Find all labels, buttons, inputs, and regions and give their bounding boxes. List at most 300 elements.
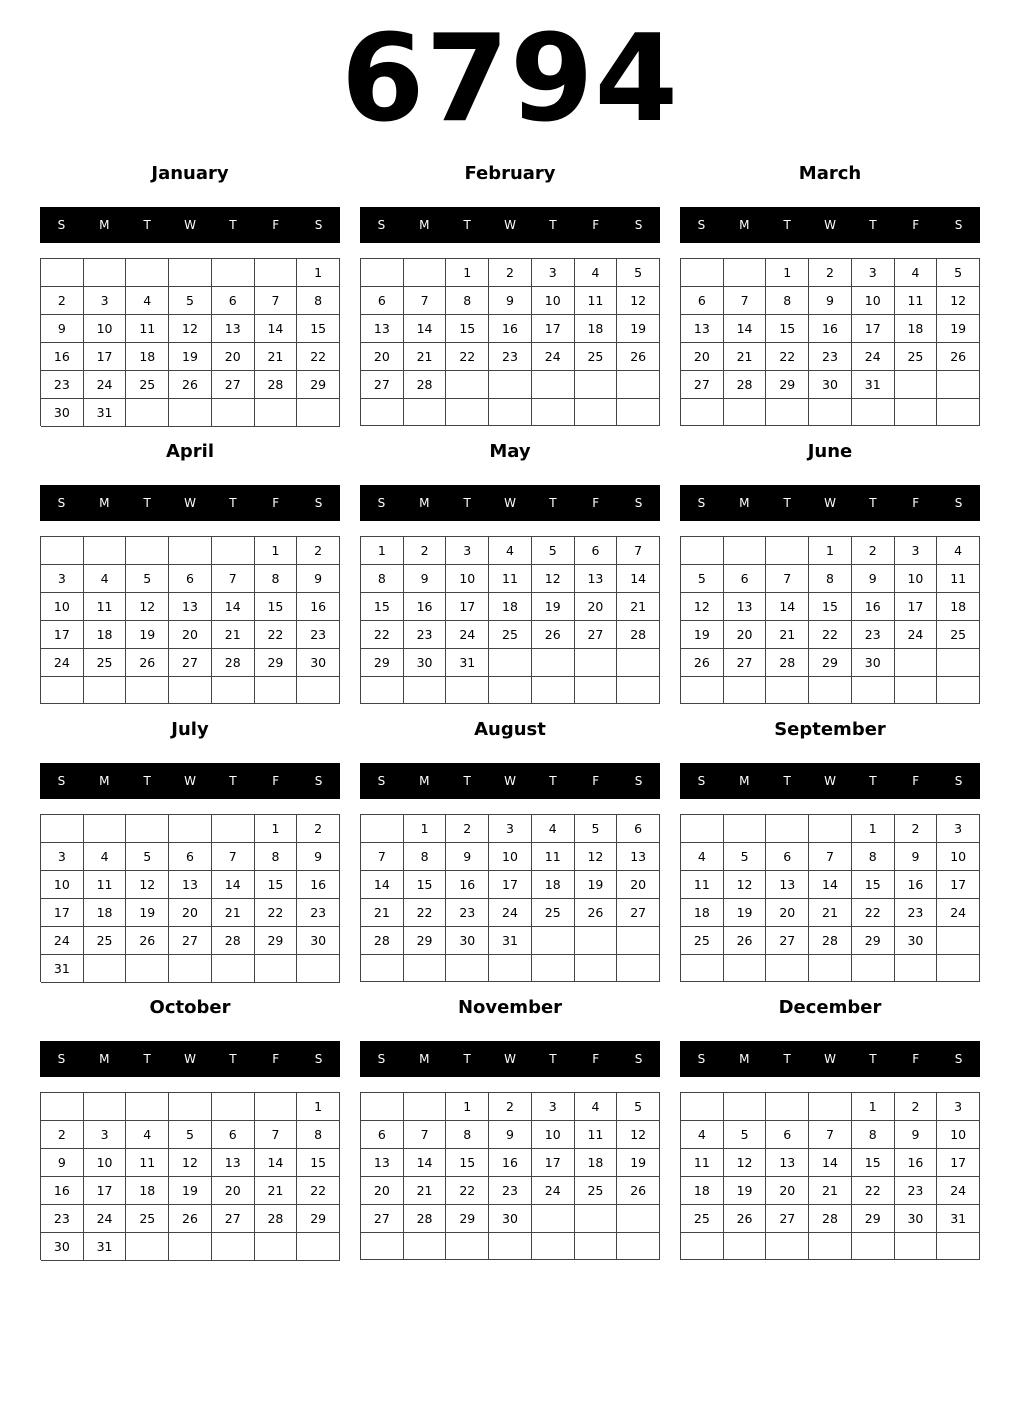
day-cell: 11: [681, 871, 724, 899]
weekday-label: T: [783, 218, 791, 232]
day-cell: 18: [126, 1177, 169, 1205]
empty-day-cell: [84, 955, 127, 983]
day-cell: 10: [84, 1149, 127, 1177]
day-cell: 20: [212, 1177, 255, 1205]
empty-day-cell: [895, 677, 938, 704]
day-grid: [360, 814, 660, 982]
day-cell: 2: [895, 815, 938, 843]
day-cell: 17: [446, 593, 489, 621]
day-cell: 1: [852, 815, 895, 843]
day-cell: 28: [766, 649, 809, 677]
day-cell: 15: [297, 315, 340, 343]
empty-day-cell: [404, 677, 447, 704]
empty-day-cell: [404, 955, 447, 982]
day-cell: 25: [681, 1205, 724, 1233]
day-cell: 19: [169, 1177, 212, 1205]
weekday-label: T: [143, 218, 151, 232]
weekday-label: W: [184, 1052, 196, 1066]
weekday-header: [680, 485, 980, 521]
day-cell: 10: [937, 1121, 980, 1149]
empty-day-cell: [446, 677, 489, 704]
day-cell: 25: [937, 621, 980, 649]
day-cell: 1: [297, 1093, 340, 1121]
day-cell: 2: [41, 287, 84, 315]
weekday-label: F: [912, 1052, 920, 1066]
day-cell: 12: [724, 1149, 767, 1177]
day-grid: [680, 1092, 980, 1260]
day-cell: 18: [575, 1149, 618, 1177]
day-cell: 23: [297, 899, 340, 927]
day-cell: 30: [446, 927, 489, 955]
weekday-header: [360, 763, 660, 799]
empty-day-cell: [212, 955, 255, 983]
day-cell: 21: [809, 1177, 852, 1205]
empty-day-cell: [446, 371, 489, 399]
day-cell: 14: [404, 315, 447, 343]
empty-day-cell: [766, 955, 809, 982]
day-cell: 30: [489, 1205, 532, 1233]
day-cell: 29: [297, 371, 340, 399]
day-cell: 12: [169, 1149, 212, 1177]
weekday-label: S: [377, 218, 386, 232]
weekday-label: S: [314, 1052, 323, 1066]
day-cell: 18: [937, 593, 980, 621]
day-cell: 10: [446, 565, 489, 593]
weekday-header: [360, 207, 660, 243]
day-cell: 5: [575, 815, 618, 843]
day-cell: 16: [404, 593, 447, 621]
weekday-label: M: [419, 496, 430, 510]
empty-day-cell: [255, 677, 298, 704]
day-cell: 11: [575, 287, 618, 315]
empty-day-cell: [126, 1233, 169, 1261]
month-name: February: [464, 163, 556, 184]
empty-day-cell: [681, 815, 724, 843]
empty-day-cell: [169, 537, 212, 565]
day-cell: 25: [489, 621, 532, 649]
day-cell: 21: [404, 343, 447, 371]
day-cell: 7: [361, 843, 404, 871]
day-cell: 7: [617, 537, 660, 565]
day-cell: 5: [169, 287, 212, 315]
day-cell: 12: [126, 593, 169, 621]
day-cell: 10: [852, 287, 895, 315]
day-cell: 20: [212, 343, 255, 371]
day-cell: 2: [489, 259, 532, 287]
weekday-label: F: [592, 1052, 600, 1066]
day-cell: 13: [212, 315, 255, 343]
empty-day-cell: [575, 399, 618, 426]
empty-day-cell: [84, 1093, 127, 1121]
day-cell: 24: [84, 1205, 127, 1233]
empty-day-cell: [212, 815, 255, 843]
day-cell: 16: [297, 593, 340, 621]
day-cell: 11: [532, 843, 575, 871]
day-cell: 30: [852, 649, 895, 677]
day-cell: 9: [895, 1121, 938, 1149]
day-cell: 28: [404, 371, 447, 399]
weekday-label: S: [377, 774, 386, 788]
weekday-label: T: [229, 218, 237, 232]
day-cell: 8: [446, 1121, 489, 1149]
weekday-label: S: [634, 496, 643, 510]
weekday-label: S: [377, 496, 386, 510]
empty-day-cell: [766, 1093, 809, 1121]
weekday-label: F: [592, 774, 600, 788]
day-cell: 26: [617, 343, 660, 371]
day-cell: 27: [766, 927, 809, 955]
day-cell: 16: [852, 593, 895, 621]
empty-day-cell: [489, 955, 532, 982]
weekday-label: T: [143, 1052, 151, 1066]
day-cell: 8: [852, 1121, 895, 1149]
day-cell: 31: [446, 649, 489, 677]
day-cell: 17: [895, 593, 938, 621]
day-cell: 12: [169, 315, 212, 343]
weekday-label: M: [739, 218, 750, 232]
day-cell: 20: [361, 1177, 404, 1205]
day-cell: 23: [895, 1177, 938, 1205]
day-cell: 25: [84, 649, 127, 677]
empty-day-cell: [895, 399, 938, 426]
day-cell: 4: [532, 815, 575, 843]
empty-day-cell: [84, 677, 127, 704]
month-name: October: [149, 997, 231, 1018]
empty-day-cell: [404, 399, 447, 426]
day-cell: 21: [255, 1177, 298, 1205]
empty-day-cell: [41, 259, 84, 287]
empty-day-cell: [297, 677, 340, 704]
day-cell: 14: [212, 593, 255, 621]
day-cell: 5: [937, 259, 980, 287]
empty-day-cell: [617, 1205, 660, 1233]
weekday-label: S: [697, 218, 706, 232]
day-cell: 27: [681, 371, 724, 399]
empty-day-cell: [84, 815, 127, 843]
empty-day-cell: [852, 955, 895, 982]
day-cell: 17: [489, 871, 532, 899]
day-cell: 12: [617, 1121, 660, 1149]
day-cell: 10: [41, 593, 84, 621]
day-cell: 25: [532, 899, 575, 927]
day-cell: 29: [809, 649, 852, 677]
month-name: June: [807, 441, 853, 462]
weekday-label: S: [954, 496, 963, 510]
empty-day-cell: [809, 1233, 852, 1260]
day-cell: 27: [169, 649, 212, 677]
day-cell: 1: [255, 815, 298, 843]
day-cell: 7: [766, 565, 809, 593]
empty-day-cell: [404, 259, 447, 287]
empty-day-cell: [126, 537, 169, 565]
day-cell: 12: [681, 593, 724, 621]
empty-day-cell: [532, 955, 575, 982]
day-cell: 8: [361, 565, 404, 593]
day-cell: 17: [937, 871, 980, 899]
day-cell: 19: [532, 593, 575, 621]
day-cell: 8: [255, 843, 298, 871]
empty-day-cell: [617, 371, 660, 399]
day-cell: 27: [361, 1205, 404, 1233]
day-cell: 7: [809, 843, 852, 871]
empty-day-cell: [895, 371, 938, 399]
day-cell: 9: [404, 565, 447, 593]
day-cell: 26: [126, 649, 169, 677]
day-cell: 14: [809, 1149, 852, 1177]
empty-day-cell: [766, 399, 809, 426]
weekday-label: T: [549, 1052, 557, 1066]
day-cell: 27: [361, 371, 404, 399]
day-cell: 29: [852, 1205, 895, 1233]
day-cell: 5: [532, 537, 575, 565]
empty-day-cell: [126, 815, 169, 843]
day-cell: 2: [489, 1093, 532, 1121]
empty-day-cell: [617, 399, 660, 426]
day-cell: 13: [212, 1149, 255, 1177]
empty-day-cell: [895, 1233, 938, 1260]
day-cell: 30: [404, 649, 447, 677]
empty-day-cell: [809, 1093, 852, 1121]
empty-day-cell: [809, 677, 852, 704]
weekday-label: W: [504, 774, 516, 788]
day-cell: 2: [852, 537, 895, 565]
day-grid: [40, 814, 340, 982]
day-cell: 5: [126, 565, 169, 593]
day-cell: 1: [446, 259, 489, 287]
month-name: August: [474, 719, 546, 740]
day-cell: 4: [895, 259, 938, 287]
day-cell: 22: [361, 621, 404, 649]
day-cell: 5: [617, 259, 660, 287]
day-cell: 12: [724, 871, 767, 899]
empty-day-cell: [617, 927, 660, 955]
weekday-label: M: [419, 774, 430, 788]
day-cell: 9: [489, 1121, 532, 1149]
day-cell: 15: [852, 1149, 895, 1177]
day-cell: 15: [446, 1149, 489, 1177]
weekday-header: [680, 1041, 980, 1077]
day-cell: 22: [446, 343, 489, 371]
weekday-label: T: [783, 496, 791, 510]
weekday-label: S: [954, 1052, 963, 1066]
empty-day-cell: [446, 955, 489, 982]
day-cell: 22: [809, 621, 852, 649]
weekday-label: W: [184, 496, 196, 510]
weekday-label: W: [824, 1052, 836, 1066]
empty-day-cell: [532, 1205, 575, 1233]
weekday-label: T: [229, 496, 237, 510]
empty-day-cell: [724, 537, 767, 565]
empty-day-cell: [532, 371, 575, 399]
day-cell: 25: [126, 371, 169, 399]
day-cell: 4: [681, 1121, 724, 1149]
day-cell: 28: [255, 371, 298, 399]
day-cell: 29: [766, 371, 809, 399]
day-cell: 3: [446, 537, 489, 565]
month-name: September: [774, 719, 886, 740]
day-cell: 12: [126, 871, 169, 899]
empty-day-cell: [575, 649, 618, 677]
day-cell: 27: [575, 621, 618, 649]
day-cell: 1: [446, 1093, 489, 1121]
weekday-label: M: [419, 1052, 430, 1066]
empty-day-cell: [84, 259, 127, 287]
empty-day-cell: [724, 815, 767, 843]
empty-day-cell: [937, 955, 980, 982]
empty-day-cell: [724, 677, 767, 704]
weekday-label: S: [314, 218, 323, 232]
day-grid: [360, 1092, 660, 1260]
day-cell: 6: [617, 815, 660, 843]
day-cell: 29: [852, 927, 895, 955]
day-cell: 23: [446, 899, 489, 927]
day-cell: 7: [212, 843, 255, 871]
day-cell: 21: [617, 593, 660, 621]
day-cell: 7: [809, 1121, 852, 1149]
empty-day-cell: [297, 1233, 340, 1261]
day-cell: 10: [84, 315, 127, 343]
empty-day-cell: [575, 371, 618, 399]
day-cell: 22: [404, 899, 447, 927]
day-cell: 3: [937, 1093, 980, 1121]
weekday-label: W: [504, 218, 516, 232]
weekday-label: S: [634, 218, 643, 232]
day-cell: 9: [41, 315, 84, 343]
day-cell: 18: [575, 315, 618, 343]
day-cell: 22: [852, 1177, 895, 1205]
day-cell: 1: [809, 537, 852, 565]
day-cell: 28: [212, 927, 255, 955]
weekday-label: T: [463, 496, 471, 510]
day-cell: 26: [169, 371, 212, 399]
day-cell: 7: [255, 287, 298, 315]
day-cell: 22: [255, 899, 298, 927]
weekday-label: W: [824, 496, 836, 510]
day-cell: 1: [255, 537, 298, 565]
day-cell: 30: [297, 649, 340, 677]
day-cell: 13: [575, 565, 618, 593]
day-cell: 3: [532, 259, 575, 287]
empty-day-cell: [255, 259, 298, 287]
empty-day-cell: [852, 399, 895, 426]
day-cell: 20: [169, 899, 212, 927]
day-cell: 20: [617, 871, 660, 899]
empty-day-cell: [126, 399, 169, 427]
day-cell: 7: [212, 565, 255, 593]
day-cell: 1: [404, 815, 447, 843]
day-cell: 21: [809, 899, 852, 927]
weekday-label: M: [739, 1052, 750, 1066]
day-cell: 24: [84, 371, 127, 399]
day-cell: 30: [809, 371, 852, 399]
day-cell: 5: [681, 565, 724, 593]
day-cell: 29: [404, 927, 447, 955]
day-cell: 1: [766, 259, 809, 287]
weekday-label: W: [824, 218, 836, 232]
day-cell: 18: [532, 871, 575, 899]
empty-day-cell: [404, 1093, 447, 1121]
weekday-label: W: [504, 1052, 516, 1066]
weekday-label: T: [869, 496, 877, 510]
weekday-label: S: [634, 1052, 643, 1066]
day-cell: 23: [852, 621, 895, 649]
day-cell: 5: [169, 1121, 212, 1149]
weekday-label: S: [377, 1052, 386, 1066]
empty-day-cell: [937, 1233, 980, 1260]
day-cell: 28: [809, 1205, 852, 1233]
empty-day-cell: [532, 399, 575, 426]
day-cell: 15: [255, 871, 298, 899]
weekday-label: F: [912, 496, 920, 510]
day-cell: 24: [489, 899, 532, 927]
day-cell: 8: [766, 287, 809, 315]
day-cell: 19: [575, 871, 618, 899]
day-cell: 28: [617, 621, 660, 649]
day-cell: 6: [766, 1121, 809, 1149]
day-cell: 30: [297, 927, 340, 955]
empty-day-cell: [126, 955, 169, 983]
weekday-label: T: [229, 1052, 237, 1066]
day-cell: 9: [809, 287, 852, 315]
day-cell: 26: [532, 621, 575, 649]
empty-day-cell: [617, 1233, 660, 1260]
day-cell: 15: [255, 593, 298, 621]
day-cell: 9: [297, 843, 340, 871]
day-cell: 10: [895, 565, 938, 593]
day-cell: 19: [724, 1177, 767, 1205]
day-cell: 17: [937, 1149, 980, 1177]
day-cell: 6: [169, 843, 212, 871]
day-cell: 12: [532, 565, 575, 593]
day-cell: 26: [575, 899, 618, 927]
empty-day-cell: [361, 815, 404, 843]
empty-day-cell: [361, 955, 404, 982]
empty-day-cell: [937, 927, 980, 955]
weekday-label: F: [272, 496, 280, 510]
empty-day-cell: [126, 677, 169, 704]
day-cell: 7: [404, 1121, 447, 1149]
day-cell: 22: [297, 343, 340, 371]
weekday-label: S: [634, 774, 643, 788]
weekday-label: M: [99, 774, 110, 788]
day-cell: 7: [255, 1121, 298, 1149]
day-cell: 17: [532, 1149, 575, 1177]
empty-day-cell: [255, 399, 298, 427]
weekday-label: T: [549, 218, 557, 232]
weekday-label: S: [697, 774, 706, 788]
day-grid: [40, 258, 340, 426]
empty-day-cell: [212, 1233, 255, 1261]
day-cell: 24: [41, 927, 84, 955]
day-cell: 14: [361, 871, 404, 899]
weekday-label: S: [954, 218, 963, 232]
day-cell: 8: [446, 287, 489, 315]
day-cell: 22: [255, 621, 298, 649]
weekday-header: [680, 207, 980, 243]
empty-day-cell: [361, 677, 404, 704]
day-cell: 18: [681, 899, 724, 927]
day-cell: 22: [297, 1177, 340, 1205]
empty-day-cell: [575, 1205, 618, 1233]
day-grid: [680, 814, 980, 982]
day-cell: 4: [84, 565, 127, 593]
empty-day-cell: [852, 1233, 895, 1260]
day-grid: [40, 536, 340, 704]
day-cell: 6: [724, 565, 767, 593]
day-cell: 2: [404, 537, 447, 565]
day-cell: 16: [489, 315, 532, 343]
day-cell: 11: [84, 871, 127, 899]
